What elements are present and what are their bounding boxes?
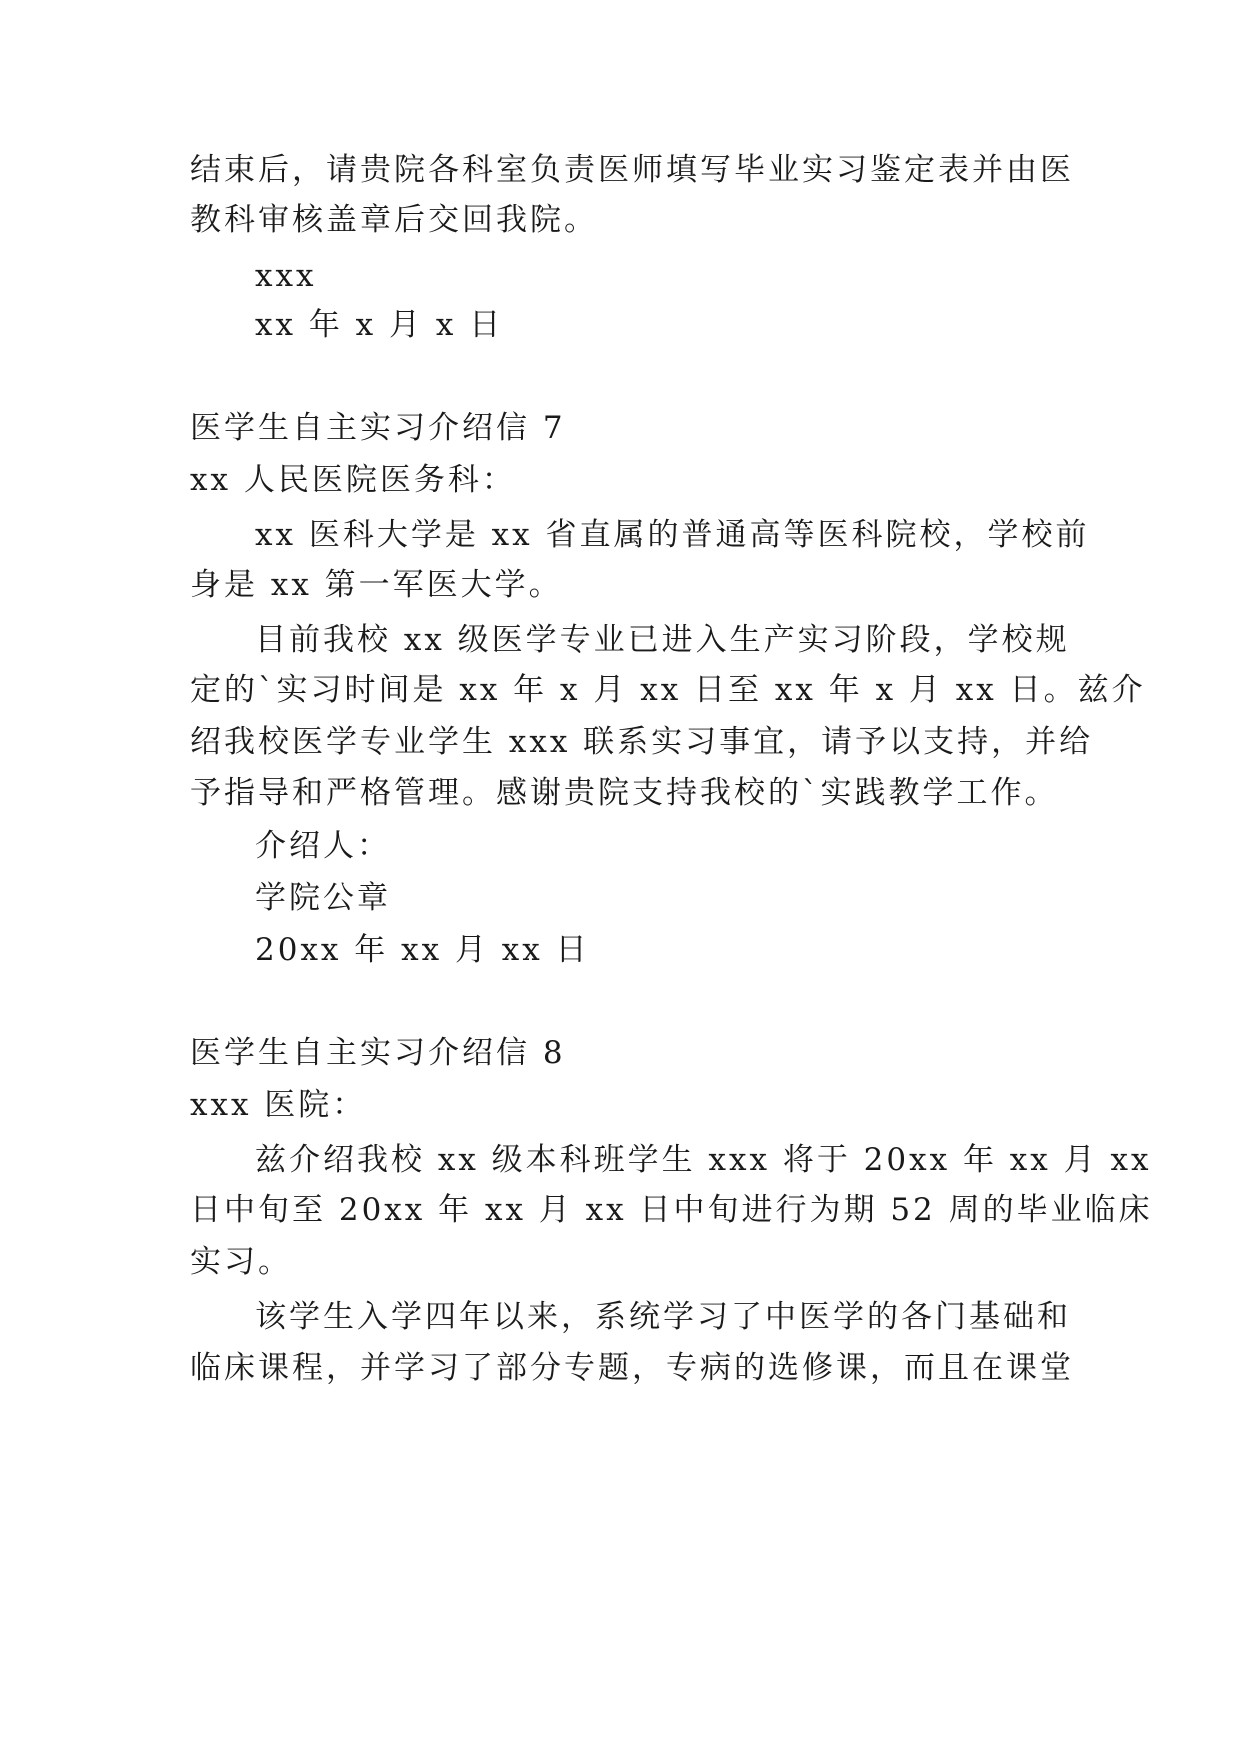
letter-title: 医学生自主实习介绍信 7 [190,410,566,446]
body-line: 实习。 [190,1244,292,1280]
body-line: 绍我校医学专业学生 xxx 联系实习事宜，请予以支持，并给 [190,724,1094,760]
body-line: 结束后，请贵院各科室负责医师填写毕业实习鉴定表并由医 [190,152,1074,188]
signature: xxx [255,258,317,294]
body-line: 兹介绍我校 xx 级本科班学生 xxx 将于 20xx 年 xx 月 xx [255,1142,1152,1178]
date-line: xx 年 x 月 x 日 [255,307,504,343]
body-line: 教科审核盖章后交回我院。 [190,202,598,238]
body-line: 定的`实习时间是 xx 年 x 月 xx 日至 xx 年 x 月 xx 日。兹介 [190,672,1146,708]
date-line: 20xx 年 xx 月 xx 日 [255,932,590,968]
salutation: xxx 医院： [190,1087,367,1123]
body-line: 临床课程，并学习了部分专题，专病的选修课，而且在课堂 [190,1350,1074,1386]
introducer-line: 介绍人： [255,828,391,864]
body-line: 日中旬至 20xx 年 xx 月 xx 日中旬进行为期 52 周的毕业临床 [190,1192,1153,1228]
body-line: 身是 xx 第一军医大学。 [190,567,563,603]
letter-title: 医学生自主实习介绍信 8 [190,1035,566,1071]
salutation: xx 人民医院医务科： [190,462,516,498]
body-line: 该学生入学四年以来，系统学习了中医学的各门基础和 [255,1299,1071,1335]
seal-line: 学院公章 [255,880,391,916]
body-line: 予指导和严格管理。感谢贵院支持我校的`实践教学工作。 [190,775,1059,811]
body-line: xx 医科大学是 xx 省直属的普通高等医科院校，学校前 [255,517,1090,553]
body-line: 目前我校 xx 级医学专业已进入生产实习阶段，学校规 [255,622,1070,658]
